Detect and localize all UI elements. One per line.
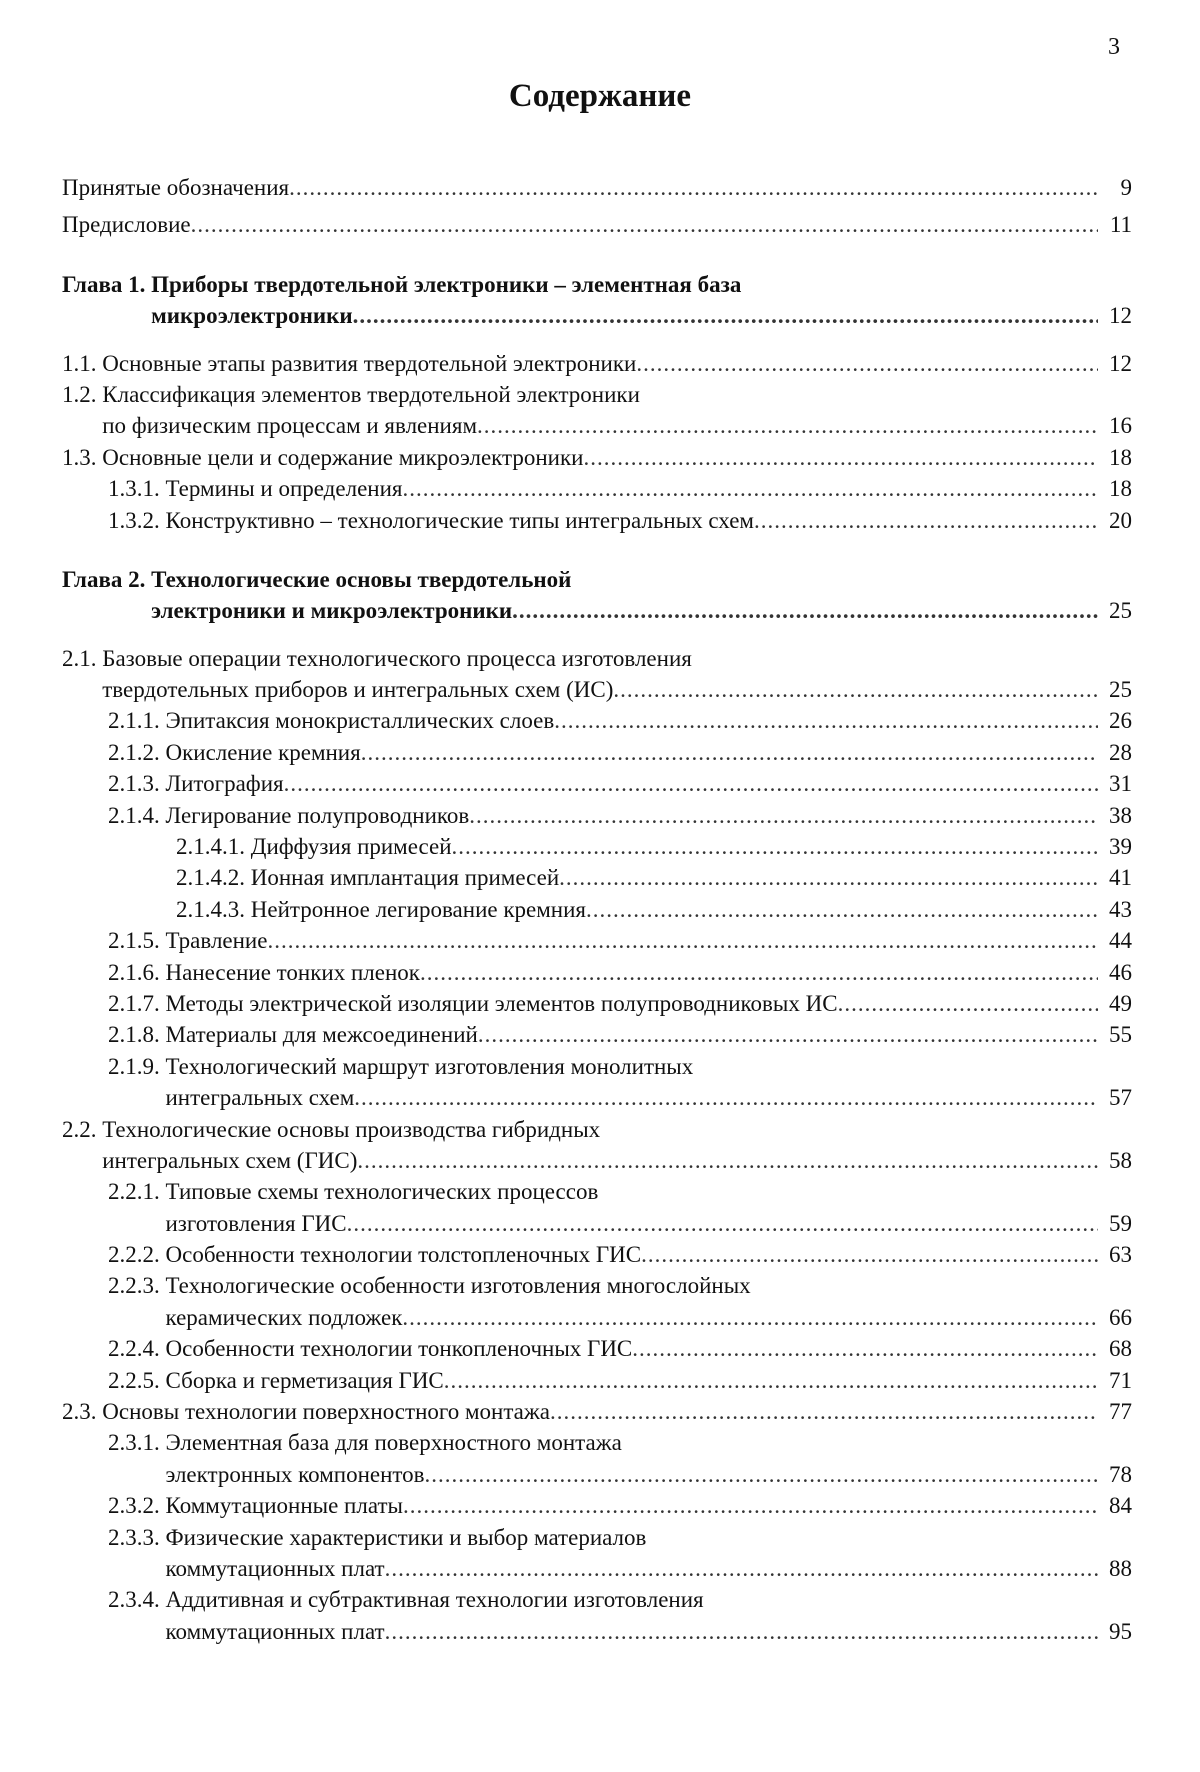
dot-leader [420,957,1098,988]
page-reference: 25 [1109,598,1132,624]
toc-entry [62,1019,1132,1050]
entry-title: Конструктивно – технологические типы интегральных схем [165,507,754,533]
entry-number: 2.3.4. [108,1587,166,1613]
page-reference: 20 [1109,507,1132,533]
entry-title: Методы электрической изоляции элементов полупроводниковых ИС [165,990,838,1016]
toc-line [108,1176,1132,1207]
toc-line [62,379,1132,410]
page-title: Содержание [508,78,692,114]
page-reference: 88 [1109,1556,1132,1581]
page-reference: 16 [1109,413,1132,439]
entry-title: коммутационных плат [165,1618,385,1644]
dot-leader [636,348,1098,379]
entry-title: Основные цели и содержание микроэлектроники [102,444,584,470]
entry-title: Сборка и герметизация ГИС [165,1367,444,1393]
page-reference: 39 [1109,834,1132,860]
toc-entry [62,831,1132,862]
page-reference: 78 [1109,1461,1132,1487]
dot-leader [583,442,1098,473]
toc-line [108,1302,1132,1333]
toc-entry [62,1396,1132,1427]
dot-leader [402,473,1098,504]
page-reference: 38 [1109,802,1132,828]
entry-number: 2.3. [62,1399,103,1425]
dot-leader [469,800,1098,831]
entry-number: 1.3.1. [108,476,166,502]
toc-line [62,172,1132,203]
toc-entry [62,379,1132,442]
toc-line [108,1271,1132,1302]
toc-line [108,925,1132,956]
toc-line [108,737,1132,768]
toc-line [62,348,1132,379]
entry-number: 1.3.2. [108,507,166,533]
toc-line [62,209,1132,240]
page-reference: 66 [1109,1304,1132,1330]
dot-leader [550,1396,1098,1427]
page-reference: 71 [1109,1367,1132,1393]
toc-line [176,831,1132,862]
toc-line [108,1584,1132,1615]
toc-chapter-entry [62,564,1132,627]
toc-entry [62,800,1132,831]
page-reference: 63 [1109,1242,1132,1268]
toc-line [62,643,1132,674]
entry-title: интегральных схем [165,1085,355,1111]
toc-line [108,1490,1132,1521]
toc-line [176,862,1132,893]
dot-leader [353,300,1098,331]
toc-entry [62,1584,1132,1647]
entry-number: 2.1.4.2. [176,865,251,891]
entry-title: Термины и определения [165,476,403,502]
page-reference: 25 [1109,677,1132,703]
page-reference: 28 [1109,739,1132,765]
entry-number: 2.1.4. [108,802,166,828]
dot-leader [641,1239,1098,1270]
toc-entry [62,209,1132,240]
toc-entry [62,894,1132,925]
entry-number: 2.1.3. [108,771,166,797]
entry-title: Эпитаксия монокристаллических слоев [165,708,555,734]
dot-leader [586,894,1098,925]
toc-entry [62,505,1132,536]
toc-line [62,269,1132,300]
entry-number: 2.1.4.3. [176,896,251,922]
dot-leader [478,1019,1098,1050]
toc-entry [62,172,1132,203]
entry-title: Нанесение тонких пленок [165,959,420,985]
toc-line [108,1553,1132,1584]
entry-title: Ионная имплантация примесей [250,865,560,891]
dot-leader [191,209,1098,240]
toc-line [108,1522,1132,1553]
entry-title: Нейтронное легирование кремния [250,896,586,922]
entry-title: Технологические основы твердотельной [151,566,572,592]
entry-number: 2.3.3. [108,1524,166,1550]
toc-line [62,674,1132,705]
page-reference: 9 [1120,174,1132,200]
dot-leader [267,925,1098,956]
entry-title: Технологические особенности изготовления многослойных [165,1273,751,1299]
dot-leader [402,1302,1098,1333]
entry-number: 2.1.5. [108,928,166,954]
toc-entry [62,957,1132,988]
toc-entry [62,1239,1132,1270]
toc-entry [62,988,1132,1019]
page-reference: 84 [1109,1493,1132,1519]
entry-title: Физические характеристики и выбор материалов [165,1524,647,1550]
entry-number: 2.3.2. [108,1493,166,1519]
dot-leader [403,1490,1098,1521]
toc-entry [62,1333,1132,1364]
entry-title: Приборы твердотельной электроники – элементная база [151,271,742,297]
dot-leader [284,768,1098,799]
toc-line [62,1396,1132,1427]
entry-number: 2.1.8. [108,1022,166,1048]
toc-entry [62,1051,1132,1114]
entry-number: 2.2.3. [108,1273,166,1299]
dot-leader [425,1459,1098,1490]
toc-line [62,442,1132,473]
entry-number: 2.2.2. [108,1242,166,1268]
page-reference: 59 [1109,1210,1132,1236]
entry-title: Особенности технологии толстопленочных ГИС [165,1242,642,1268]
entry-title: Окисление кремния [165,739,361,765]
entry-title: Технологический маршрут изготовления монолитных [165,1053,694,1079]
toc-entry [62,1427,1132,1490]
entry-title: керамических подложек [165,1304,403,1330]
dot-leader [452,831,1098,862]
dot-leader [754,505,1098,536]
page-reference: 49 [1109,990,1132,1016]
toc-line [108,1365,1132,1396]
entry-title: Диффузия примесей [250,834,452,860]
toc-entry [62,925,1132,956]
entry-number: 2.1.7. [108,990,166,1016]
toc-entry [62,1365,1132,1396]
toc-line [108,988,1132,1019]
dot-leader [444,1365,1098,1396]
toc-line [108,957,1132,988]
toc-line [108,768,1132,799]
dot-leader [632,1333,1098,1364]
dot-leader [357,1145,1098,1176]
toc-line [108,800,1132,831]
table-of-contents [62,172,1132,1647]
dot-leader [559,862,1098,893]
entry-number: 1.2. [62,381,103,407]
entry-title: Травление [165,928,268,954]
entry-title: интегральных схем (ГИС) [102,1147,358,1173]
entry-number: 2.1.9. [108,1053,166,1079]
page-number: 3 [1108,34,1120,60]
page-reference: 46 [1109,959,1132,985]
page-reference: 31 [1109,771,1132,797]
page-reference: 44 [1109,928,1132,954]
page-reference: 68 [1109,1336,1132,1362]
entry-number: 2.1.6. [108,959,166,985]
page-reference: 58 [1109,1147,1132,1173]
entry-title: электронных компонентов [165,1461,425,1487]
entry-title: коммутационных плат [165,1556,385,1581]
toc-entry [62,862,1132,893]
toc-line [108,1333,1132,1364]
page-reference: 95 [1109,1618,1132,1644]
toc-entry [62,1114,1132,1177]
toc-entry [62,1176,1132,1239]
entry-title: Базовые операции технологического процесса изготовления [102,645,692,671]
toc-entry [62,768,1132,799]
toc-entry [62,1271,1132,1334]
toc-line [108,1051,1132,1082]
dot-leader [361,737,1098,768]
dot-leader [347,1208,1098,1239]
entry-number: 2.1.1. [108,708,166,734]
entry-title: Аддитивная и субтрактивная технологии изготовления [165,1587,704,1613]
dot-leader [385,1553,1098,1584]
entry-number: 2.3.1. [108,1430,166,1456]
toc-entry [62,1522,1132,1585]
dot-leader [512,595,1098,626]
entry-number: Глава 2. [62,566,152,592]
entry-number: 1.1. [62,350,103,376]
dot-leader [613,674,1098,705]
toc-line [62,300,1132,331]
toc-line [108,1239,1132,1270]
entry-title: Элементная база для поверхностного монтажа [165,1430,622,1456]
toc-entry [62,348,1132,379]
page-reference: 18 [1109,476,1132,502]
toc-line [62,1145,1132,1176]
dot-leader [477,410,1098,441]
page-reference: 12 [1109,350,1132,376]
entry-title: микроэлектроники [151,303,353,329]
toc-line [108,1019,1132,1050]
toc-entry [62,442,1132,473]
toc-line [62,564,1132,595]
dot-leader [289,172,1098,203]
toc-entry [62,705,1132,736]
entry-number: 2.2.4. [108,1336,166,1362]
entry-title: твердотельных приборов и интегральных схем (ИС) [102,677,614,703]
page-reference: 41 [1109,865,1132,891]
entry-title: Основы технологии поверхностного монтажа [102,1399,550,1425]
toc-entry [62,737,1132,768]
entry-number: Глава 1. [62,271,152,297]
entry-number: 1.3. [62,444,103,470]
entry-number: 2.2.1. [108,1179,166,1205]
page-reference: 43 [1109,896,1132,922]
dot-leader [354,1082,1098,1113]
dot-leader [838,988,1098,1019]
entry-title: Предисловие [62,212,191,238]
toc-line [108,705,1132,736]
toc-line [176,894,1132,925]
page-reference: 55 [1109,1022,1132,1048]
entry-title: по физическим процессам и явлениям [102,413,477,439]
entry-number: 2.1. [62,645,103,671]
entry-title: Классификация элементов твердотельной электроники [102,381,640,407]
page-reference: 11 [1109,212,1132,238]
toc-line [108,1459,1132,1490]
entry-title: Технологические основы производства гибридных [102,1116,601,1142]
entry-title: Легирование полупроводников [165,802,470,828]
entry-number: 2.1.2. [108,739,166,765]
toc-line [62,410,1132,441]
toc-chapter-entry [62,269,1132,332]
toc-line [108,1427,1132,1458]
toc-line [62,1114,1132,1145]
entry-title: электроники и микроэлектроники [151,598,513,624]
entry-number: 2.2.5. [108,1367,166,1393]
page-reference: 12 [1109,303,1132,329]
dot-leader [385,1616,1098,1647]
entry-title: Принятые обозначения [62,174,290,200]
entry-title: Особенности технологии тонкопленочных ГИС [165,1336,633,1362]
toc-line [108,505,1132,536]
entry-number: 2.1.4.1. [176,834,251,860]
toc-line [108,1082,1132,1113]
entry-title: Основные этапы развития твердотельной электроники [102,350,637,376]
entry-title: Типовые схемы технологических процессов [165,1179,599,1205]
entry-title: Литография [165,771,284,797]
dot-leader [554,705,1098,736]
toc-line [108,473,1132,504]
toc-line [62,595,1132,626]
toc-entry [62,473,1132,504]
page-reference: 57 [1109,1085,1132,1111]
entry-title: Материалы для межсоединений [165,1022,478,1048]
entry-title: Коммутационные платы [165,1493,403,1519]
entry-number: 2.2. [62,1116,103,1142]
page-reference: 26 [1109,708,1132,734]
page-reference: 77 [1109,1399,1132,1425]
page-reference: 18 [1109,444,1132,470]
toc-line [108,1616,1132,1647]
toc-entry [62,643,1132,706]
toc-entry [62,1490,1132,1521]
toc-line [108,1208,1132,1239]
entry-title: изготовления ГИС [165,1210,347,1236]
